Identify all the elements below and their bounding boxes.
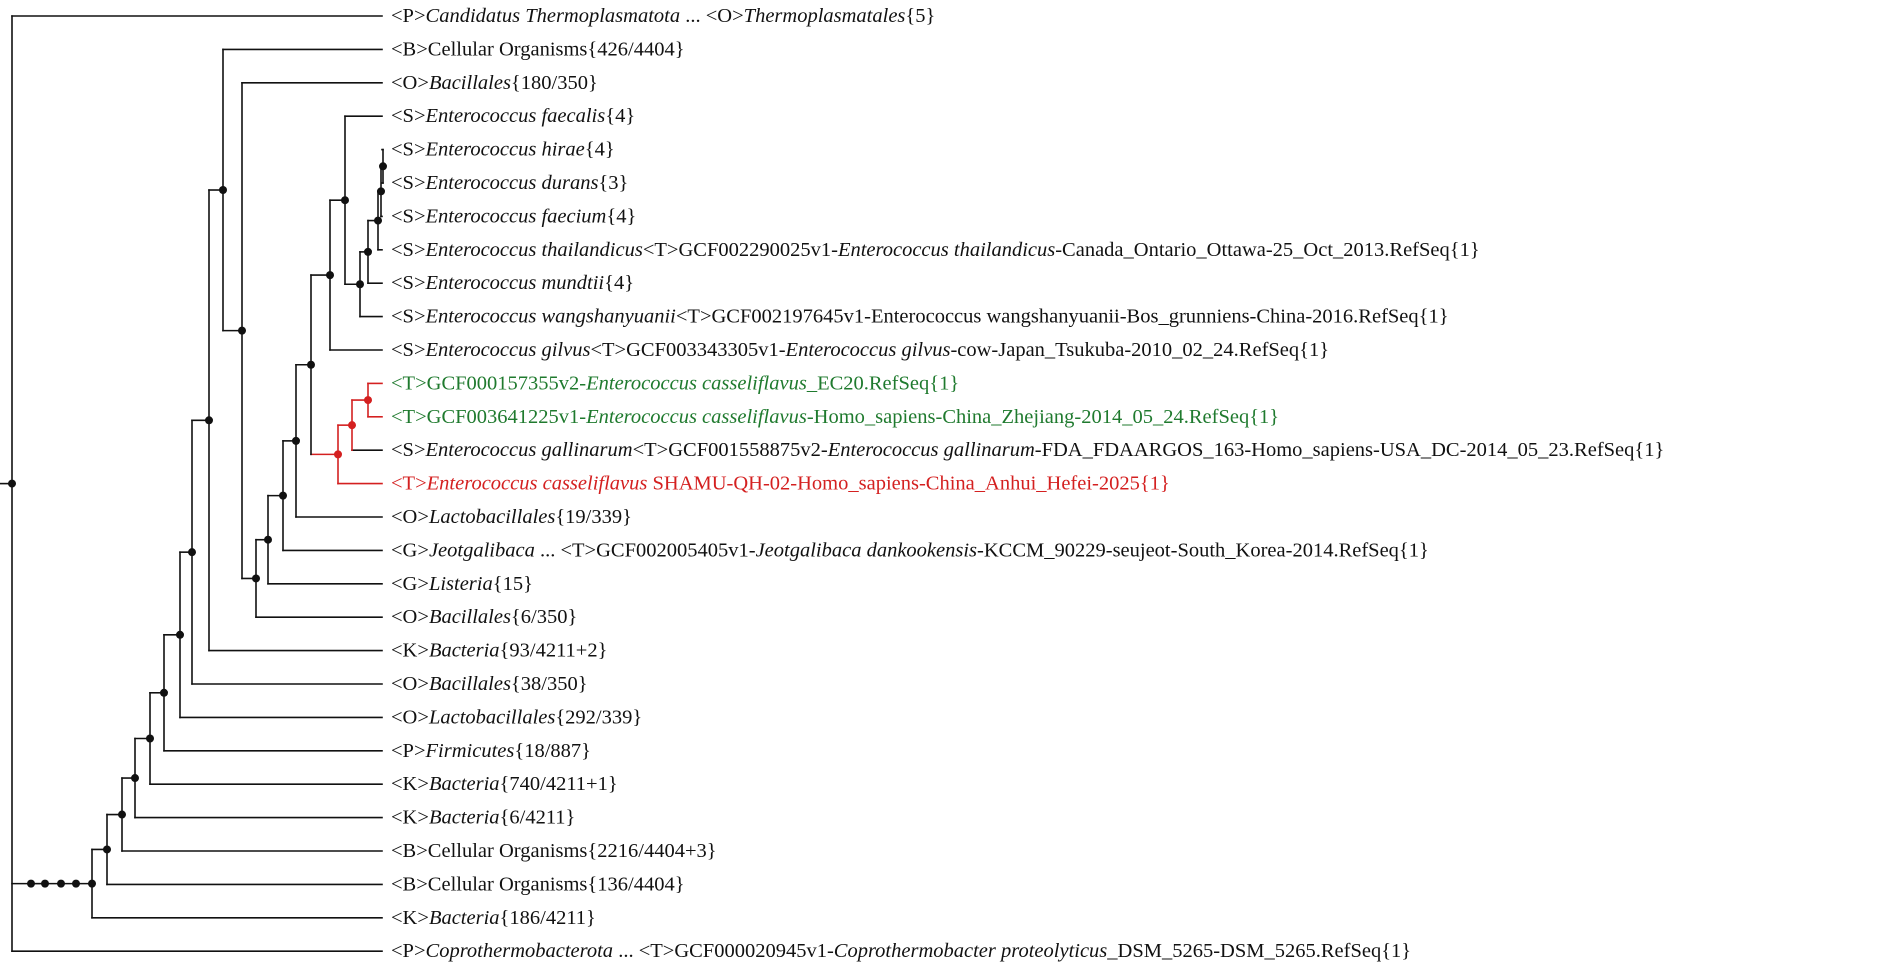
leaf-label-segment: Bacteria xyxy=(428,906,500,929)
leaf-label-L28 xyxy=(391,907,596,929)
leaf-label-segment: <P> xyxy=(391,739,426,762)
leaf-label-segment: Enterococcus gilvus xyxy=(425,339,591,361)
leaf-label-L8 xyxy=(391,239,1480,261)
leaf-label-segment: <P> xyxy=(391,5,426,27)
node-n24 xyxy=(364,248,372,256)
leaf-label-segment: Lactobacillales xyxy=(428,706,556,729)
leaf-label-L24 xyxy=(391,773,618,795)
node-n17 xyxy=(264,536,272,544)
leaf-label-segment: Enterococcus casseliflavus xyxy=(586,372,807,395)
leaf-label-L23 xyxy=(391,740,591,762)
node-n3 xyxy=(57,880,65,888)
leaf-label-segment: Thermoplasmatales xyxy=(743,5,906,27)
node-n28 xyxy=(334,450,342,458)
node-n25 xyxy=(374,217,382,225)
leaf-label-segment: Coprothermobacterota xyxy=(425,940,614,963)
leaf-label-segment: Enterococcus hirae xyxy=(425,138,585,161)
leaf-label-L25 xyxy=(391,807,575,829)
leaf-label-segment: Bacillales xyxy=(428,606,511,629)
leaf-label-segment: -KCCM_90229-seujeot-South_Korea-2014.RefSeq{1} xyxy=(977,539,1429,562)
node-n1 xyxy=(27,880,35,888)
leaf-label-L16 xyxy=(391,506,632,528)
leaf-label-L11 xyxy=(391,339,1329,361)
tree-branches xyxy=(0,16,383,951)
leaf-label-segment: <S> xyxy=(391,339,426,361)
leaf-label-segment: Coprothermobacter proteolyticus xyxy=(833,940,1108,963)
node-n7 xyxy=(118,811,126,819)
leaf-label-L26 xyxy=(391,840,717,862)
leaf-label-segment: {3} xyxy=(598,172,629,194)
leaf-label-segment: <S> xyxy=(391,172,426,194)
node-n16 xyxy=(252,574,260,582)
leaf-label-L2 xyxy=(391,38,685,60)
leaf-label-L17 xyxy=(391,539,1429,561)
leaf-label-segment: {292/339} xyxy=(555,706,643,729)
node-n15 xyxy=(238,327,246,335)
leaf-label-segment: Bacteria xyxy=(428,639,500,662)
leaf-label-segment: Lactobacillales xyxy=(428,506,556,528)
leaf-label-segment: SHAMU-QH-02-Homo_sapiens-China_Anhui_Hefei-2025{1} xyxy=(647,472,1170,495)
node-root xyxy=(8,480,16,488)
leaf-label-segment: Enterococcus thailandicus xyxy=(425,238,643,261)
node-n23 xyxy=(356,280,364,288)
leaf-label-segment: <S> xyxy=(391,238,426,261)
leaf-label-segment: Enterococcus durans xyxy=(425,172,599,194)
leaf-label-segment: <O> xyxy=(391,706,429,729)
leaf-label-segment: {38/350} xyxy=(510,673,588,695)
node-n29 xyxy=(348,421,356,429)
leaf-label-segment: <T>GCF002290025v1- xyxy=(642,238,838,261)
leaf-label-segment: -Homo_sapiens-China_Zhejiang-2014_05_24.RefSeq{1} xyxy=(806,405,1280,428)
leaf-label-segment: <T>GCF001558875v2- xyxy=(632,439,828,462)
node-n20 xyxy=(307,361,315,369)
node-n4 xyxy=(72,880,80,888)
leaf-label-segment: <K> xyxy=(391,639,429,662)
leaf-label-segment: <T>GCF003343305v1- xyxy=(590,339,786,361)
leaf-label-segment: <O> xyxy=(391,673,429,695)
leaf-label-segment: -cow-Japan_Tsukuba-2010_02_24.RefSeq{1} xyxy=(950,339,1330,361)
leaf-label-segment: <S> xyxy=(391,439,426,462)
leaf-label-segment: <B>Cellular Organisms{2216/4404+3} xyxy=(391,840,717,862)
leaf-label-segment: <K> xyxy=(391,773,429,796)
leaf-label-L13 xyxy=(391,406,1279,428)
node-n2 xyxy=(41,880,49,888)
leaf-label-segment: <S> xyxy=(391,138,426,161)
leaf-label-segment: {6/350} xyxy=(510,606,578,629)
node-n21 xyxy=(326,271,334,279)
leaf-label-segment: Bacteria xyxy=(428,806,500,829)
leaf-label-segment: Enterococcus gallinarum xyxy=(827,439,1035,462)
leaf-label-segment: Candidatus Thermoplasmatota xyxy=(425,5,681,27)
leaf-label-segment: Enterococcus faecium xyxy=(425,205,607,228)
leaf-label-segment: <O> xyxy=(391,71,429,94)
leaf-label-segment: Enterococcus mundtii xyxy=(425,272,605,295)
node-n30 xyxy=(364,396,372,404)
leaf-label-L29 xyxy=(391,940,1411,962)
leaf-label-segment: {186/4211} xyxy=(499,906,596,929)
leaf-label-segment: <T>GCF000157355v2- xyxy=(391,372,587,395)
node-n5 xyxy=(88,880,96,888)
leaf-label-segment: <S> xyxy=(391,272,426,295)
leaf-label-segment: Enterococcus casseliflavus xyxy=(586,405,807,428)
leaf-label-segment: <T> xyxy=(391,472,427,495)
leaf-label-segment: Enterococcus casseliflavus xyxy=(426,472,648,495)
leaf-label-segment: Bacillales xyxy=(428,673,511,695)
leaf-label-segment: Jeotgalibaca xyxy=(428,539,535,562)
leaf-label-L27 xyxy=(391,873,685,895)
leaf-label-L6 xyxy=(391,172,628,194)
leaf-label-segment: _EC20.RefSeq{1} xyxy=(806,372,960,395)
leaf-label-segment: Firmicutes xyxy=(425,739,515,762)
node-n13 xyxy=(205,416,213,424)
leaf-label-segment: {4} xyxy=(605,105,636,128)
leaf-label-segment: {15} xyxy=(492,572,533,595)
node-n22 xyxy=(341,196,349,204)
leaf-label-segment: Listeria xyxy=(428,572,493,595)
node-n27 xyxy=(379,162,387,170)
tree-labels xyxy=(391,5,1664,962)
leaf-label-segment: ... <T>GCF000020945v1- xyxy=(613,940,834,963)
leaf-label-segment: <O> xyxy=(391,506,429,528)
node-n18 xyxy=(279,492,287,500)
node-n12 xyxy=(188,548,196,556)
leaf-label-segment: -Canada_Ontario_Ottawa-25_Oct_2013.RefSeq{1} xyxy=(1055,238,1480,261)
leaf-label-segment: Enterococcus gallinarum xyxy=(425,439,633,462)
leaf-label-segment: {180/350} xyxy=(510,71,598,94)
leaf-label-L3 xyxy=(391,72,598,94)
leaf-label-segment: Enterococcus gilvus xyxy=(785,339,951,361)
leaf-label-L18 xyxy=(391,573,533,595)
node-n8 xyxy=(131,774,139,782)
leaf-label-segment: Enterococcus wangshanyuanii xyxy=(425,305,676,328)
leaf-label-segment: {4} xyxy=(606,205,637,228)
leaf-label-L19 xyxy=(391,606,577,628)
leaf-label-segment: <G> xyxy=(391,539,429,562)
leaf-label-segment: {4} xyxy=(584,138,615,161)
leaf-label-L14 xyxy=(391,439,1664,461)
leaf-label-L4 xyxy=(391,105,635,127)
leaf-label-segment: <B>Cellular Organisms{136/4404} xyxy=(391,873,685,896)
leaf-label-segment: <G> xyxy=(391,572,429,595)
leaf-label-segment: {19/339} xyxy=(555,506,632,528)
leaf-label-L15 xyxy=(391,473,1170,495)
node-n10 xyxy=(160,689,168,697)
leaf-label-L22 xyxy=(391,706,642,728)
leaf-label-segment: <T>GCF002197645v1-Enterococcus wangshanyuanii-Bos_grunniens-China-2016.RefSeq{1} xyxy=(675,305,1449,328)
leaf-label-L10 xyxy=(391,306,1449,328)
leaf-label-segment: Bacillales xyxy=(428,71,511,94)
leaf-label-segment: <S> xyxy=(391,205,426,228)
leaf-label-segment: <S> xyxy=(391,105,426,128)
leaf-label-segment: <T>GCF003641225v1- xyxy=(391,405,587,428)
leaf-label-segment: -FDA_FDAARGOS_163-Homo_sapiens-USA_DC-2014_05_23.RefSeq{1} xyxy=(1034,439,1665,462)
leaf-label-segment: {4} xyxy=(604,272,635,295)
node-n19 xyxy=(292,437,300,445)
leaf-label-segment: <P> xyxy=(391,940,426,963)
leaf-label-L9 xyxy=(391,272,634,294)
leaf-label-segment: <O> xyxy=(391,606,429,629)
leaf-label-L5 xyxy=(391,139,615,161)
node-n11 xyxy=(176,631,184,639)
leaf-label-segment: {5} xyxy=(905,5,936,27)
leaf-label-segment: <S> xyxy=(391,305,426,328)
leaf-label-L20 xyxy=(391,640,607,662)
node-n9 xyxy=(146,734,154,742)
leaf-label-segment: <K> xyxy=(391,906,429,929)
leaf-label-L21 xyxy=(391,673,588,695)
leaf-label-segment: {18/887} xyxy=(514,739,591,762)
leaf-label-segment: {740/4211+1} xyxy=(499,773,618,796)
leaf-label-segment: Enterococcus faecalis xyxy=(425,105,606,128)
leaf-label-L12 xyxy=(391,372,959,394)
node-n26 xyxy=(377,187,385,195)
leaf-label-segment: ... <T>GCF002005405v1- xyxy=(534,539,756,562)
leaf-label-segment: Jeotgalibaca dankookensis xyxy=(755,539,978,562)
leaf-label-segment: {6/4211} xyxy=(499,806,576,829)
leaf-label-L1 xyxy=(391,5,935,27)
leaf-label-segment: {93/4211+2} xyxy=(499,639,608,662)
leaf-label-segment: Enterococcus thailandicus xyxy=(837,238,1056,261)
node-n6 xyxy=(103,845,111,853)
node-n14 xyxy=(219,186,227,194)
leaf-label-segment: Bacteria xyxy=(428,773,500,796)
leaf-label-segment: _DSM_5265-DSM_5265.RefSeq{1} xyxy=(1107,940,1412,963)
leaf-label-segment: ... <O> xyxy=(680,5,744,27)
leaf-label-segment: <B>Cellular Organisms{426/4404} xyxy=(391,38,685,61)
leaf-label-L7 xyxy=(391,205,636,227)
leaf-label-segment: <K> xyxy=(391,806,429,829)
